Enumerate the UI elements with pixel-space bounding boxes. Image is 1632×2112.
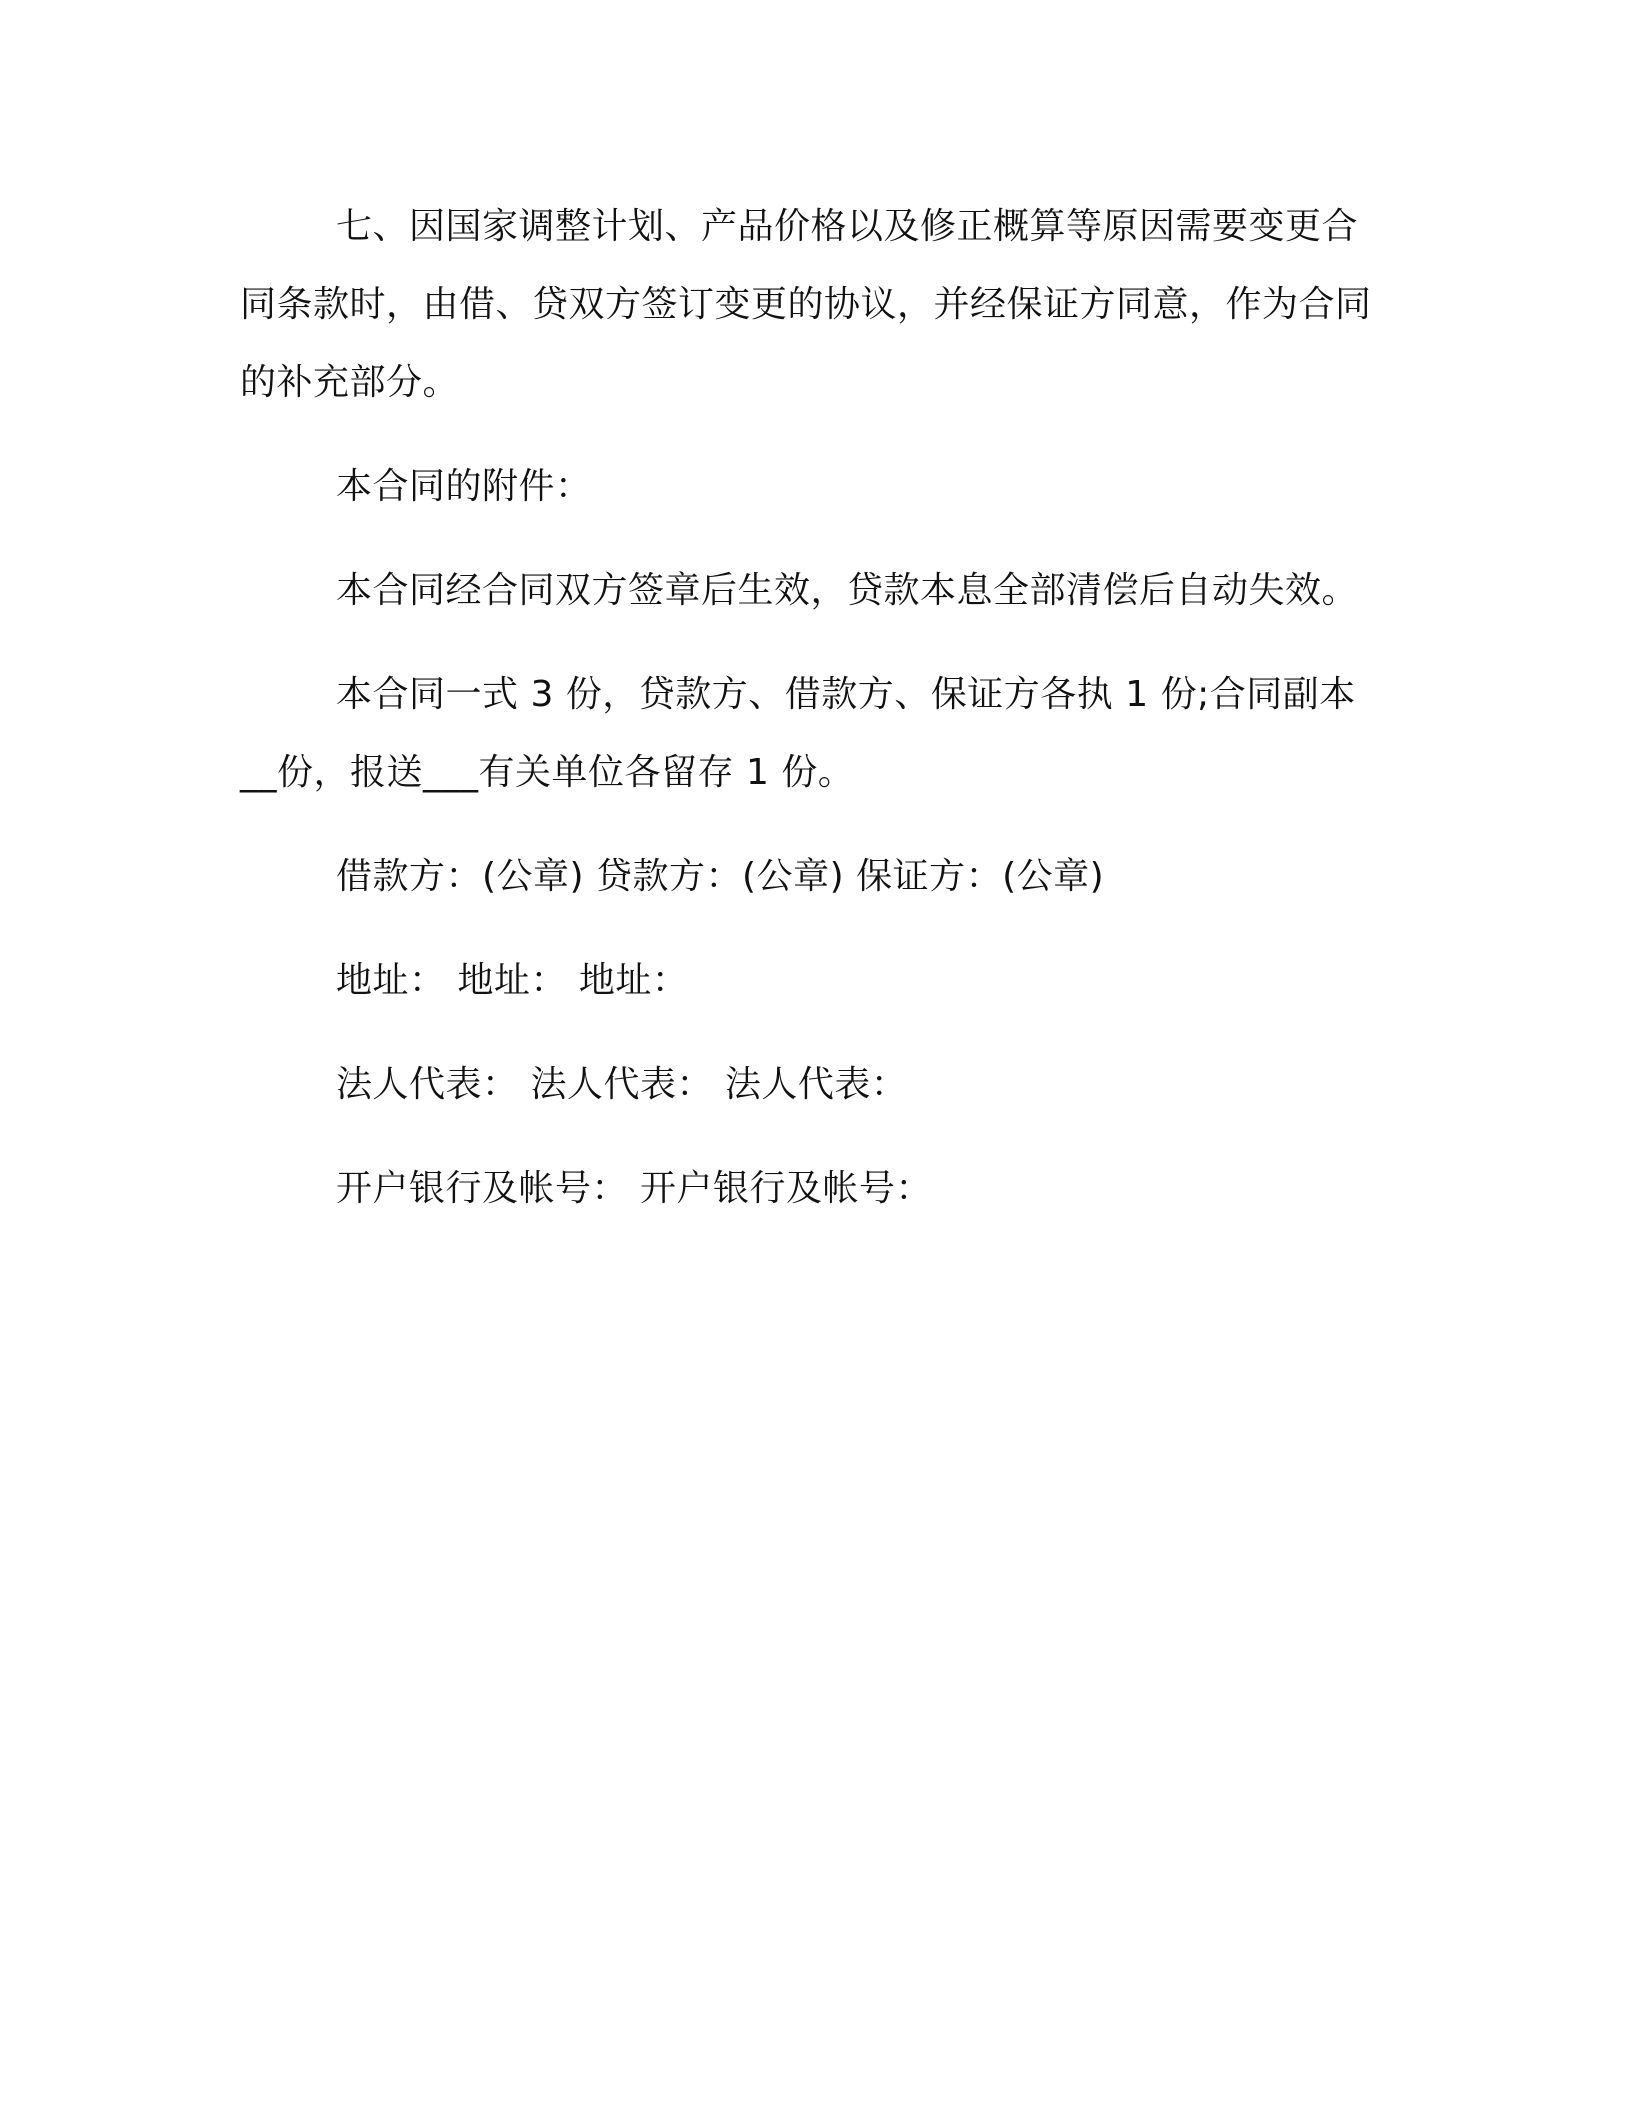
signatures-line: 借款方：(公章) 贷款方：(公章) 保证方：(公章) bbox=[336, 856, 1105, 897]
paragraph-gap bbox=[240, 1124, 1372, 1150]
legal-representative-line: 法人代表： 法人代表： 法人代表： bbox=[336, 1064, 908, 1105]
effectiveness-paragraph: 本合同经合同双方签章后生效，贷款本息全部清偿后自动失效。 bbox=[336, 570, 1359, 611]
document-body bbox=[240, 188, 1372, 1228]
clause-seven-paragraph: 七、因国家调整计划、产品价格以及修正概算等原因需要变更合同条款时，由借、贷双方签订变更的协议，并经保证方同意，作为合同的补充部分。 bbox=[240, 206, 1372, 403]
paragraph-gap bbox=[240, 1020, 1372, 1046]
attachments-paragraph: 本合同的附件： bbox=[336, 466, 592, 507]
paragraph-gap bbox=[240, 526, 1372, 552]
paragraph-gap bbox=[240, 422, 1372, 448]
paragraph-gap bbox=[240, 916, 1372, 942]
address-line: 地址： 地址： 地址： bbox=[336, 960, 689, 1001]
paragraph-gap bbox=[240, 630, 1372, 656]
bank-account-line: 开户银行及帐号： 开户银行及帐号： bbox=[336, 1168, 932, 1209]
paragraph-gap bbox=[240, 812, 1372, 838]
copies-paragraph: 本合同一式 3 份，贷款方、借款方、保证方各执 1 份;合同副本__份，报送___有关单位各留存 1 份。 bbox=[240, 674, 1356, 793]
